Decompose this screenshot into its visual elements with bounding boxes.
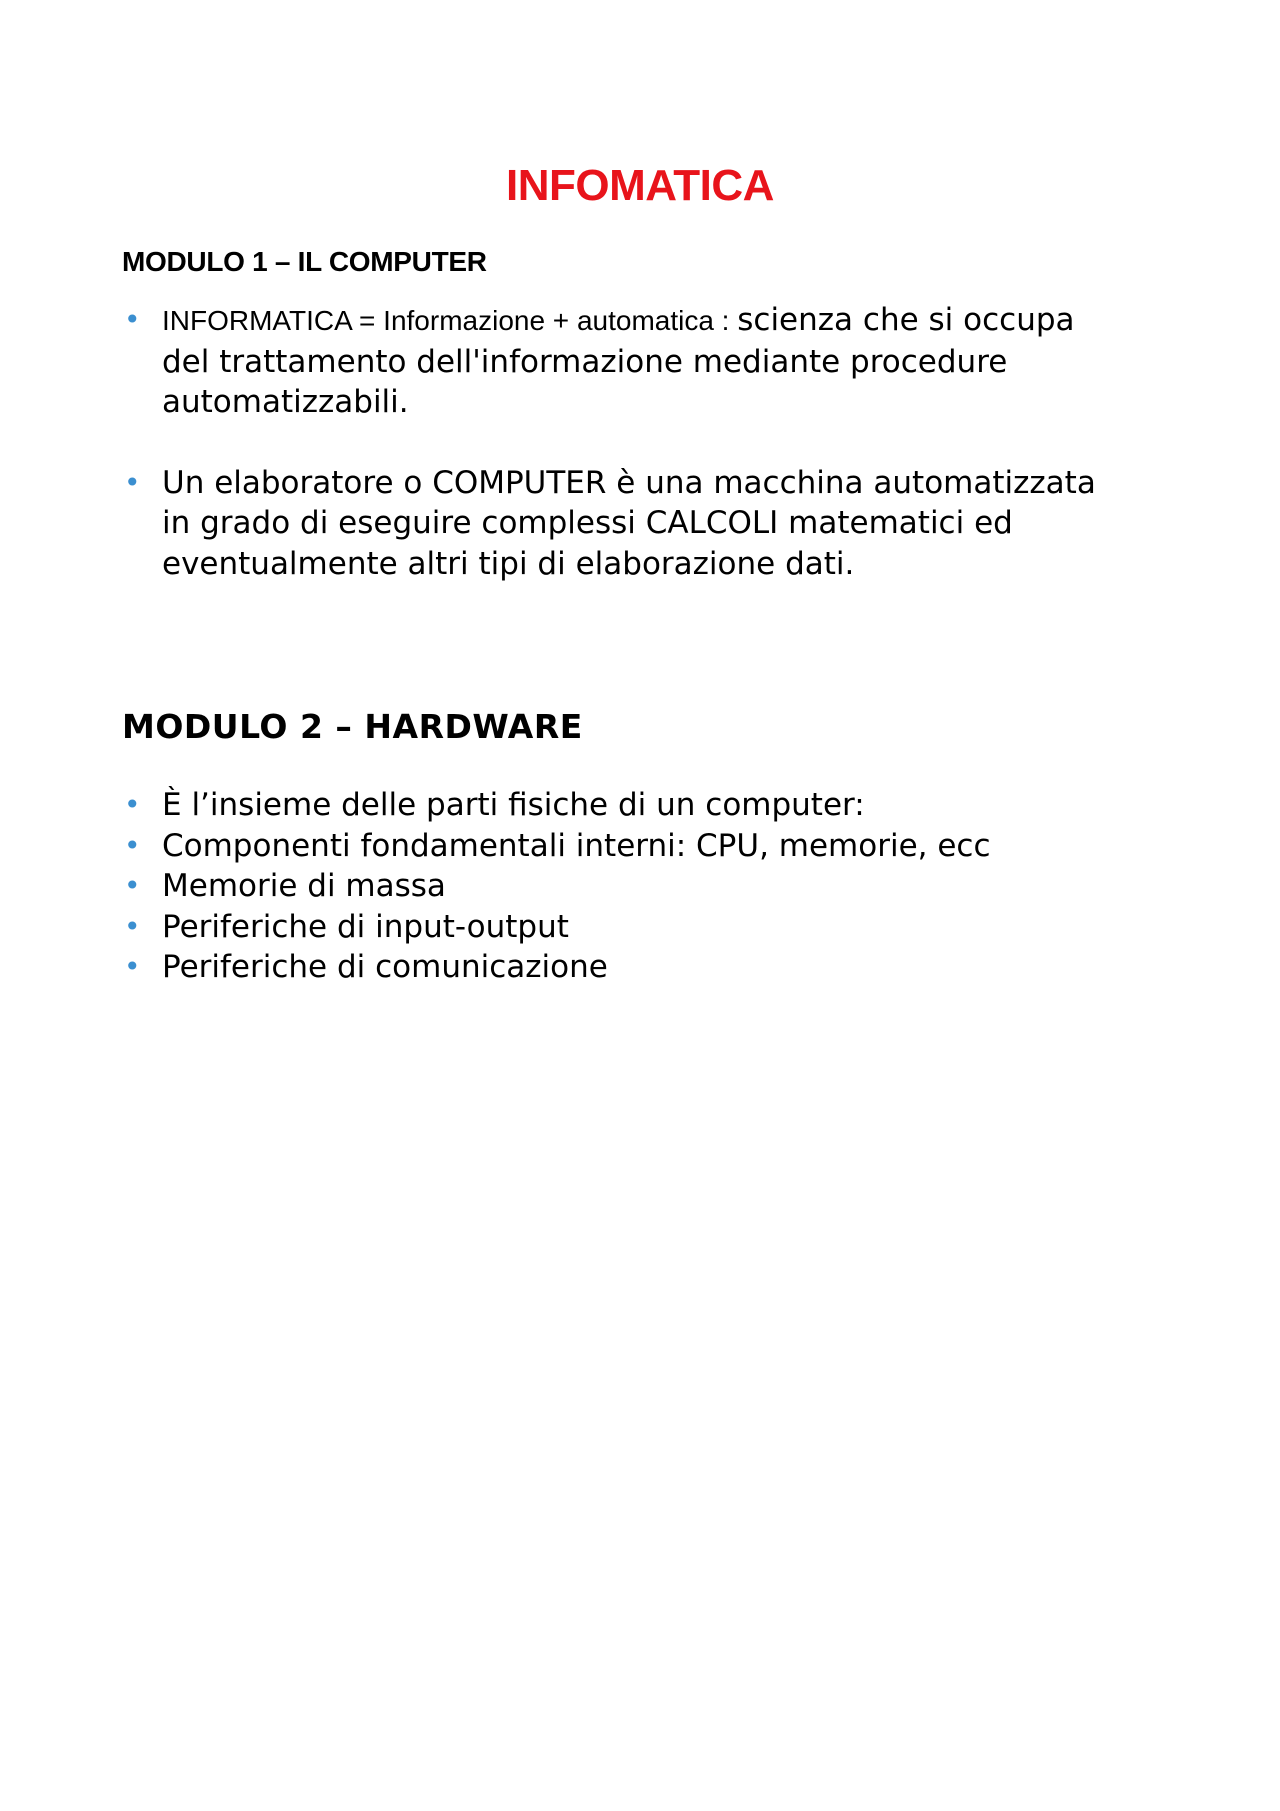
definition-term: INFORMATICA = Informazione + automatica : <box>162 305 738 336</box>
bullet-icon: • <box>124 950 141 983</box>
module2-list <box>122 785 1122 988</box>
list-item-text: Periferiche di comunicazione <box>162 949 608 985</box>
list-item-text: Periferiche di input-output <box>162 908 569 945</box>
definition-text: scienza che si occupa del trattamento dell'informazione mediante procedure automatizzabili. <box>162 302 1075 420</box>
list-item <box>122 785 1122 826</box>
list-item-text: Componenti fondamentali interni: CPU, memorie, ecc <box>162 827 991 864</box>
bullet-icon: • <box>124 465 141 499</box>
bullet-icon: • <box>124 909 141 943</box>
list-item <box>122 947 1122 988</box>
bullet-icon: • <box>124 869 141 902</box>
list-item <box>122 826 1122 867</box>
list-item <box>122 866 1122 907</box>
list-item <box>122 907 1122 948</box>
list-item-text: È l’insieme delle parti fisiche di un computer: <box>162 787 865 823</box>
module1-list <box>122 300 1122 584</box>
computer-definition-text: Un elaboratore o COMPUTER è una macchina automatizzata in grado di eseguire complessi CALCOLI matematici ed eventualmente altri tipi di elaborazione dati. <box>162 464 1096 582</box>
module2-heading: MODULO 2 – HARDWARE <box>122 707 583 746</box>
list-item <box>122 300 1122 423</box>
module1-heading: MODULO 1 – IL COMPUTER <box>122 246 487 277</box>
bullet-icon: • <box>124 303 141 336</box>
list-item-text: Memorie di massa <box>162 868 446 904</box>
list-item <box>122 463 1122 585</box>
list-spacer <box>122 423 1122 463</box>
bullet-icon: • <box>124 788 141 821</box>
bullet-icon: • <box>124 828 141 862</box>
document-title: INFOMATICA <box>506 161 774 210</box>
